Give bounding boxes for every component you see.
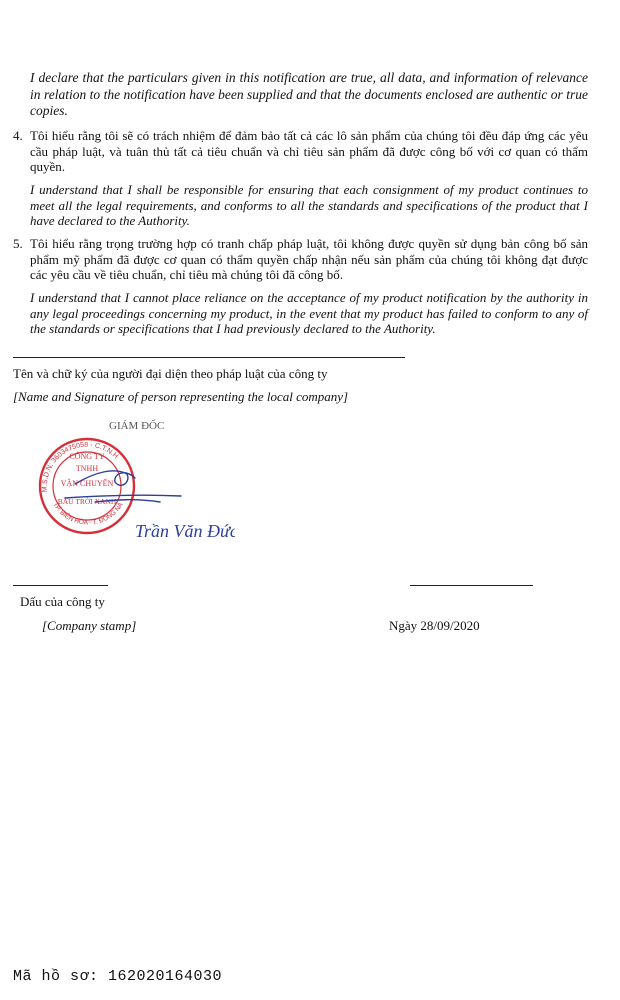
item-5-text-vi: Tôi hiểu rằng trọng trường hợp có tranh chấp pháp luật, tôi không được quyền sử dụng bản công bố sản phẩm mỹ phẩm đã được cơ quan có thẩm quyền chấp nhận nếu sản phẩm của chúng tôi không đạt được các yêu cầu về tiêu chuẩn, chỉ tiêu mà chúng tôi đã công bố.: [30, 236, 588, 282]
item-5-number: 5.: [13, 236, 23, 251]
date-text: Ngày 28/09/2020: [389, 618, 480, 633]
item-5-text-en: I understand that I cannot place reliance on the acceptance of my product notification by the authority in any legal proceedings concerning my product, in the event that my product has failed to conform to any of the standards or specifications that I had previously declared to the Authority.: [30, 290, 588, 336]
item-4-number: 4.: [13, 128, 23, 143]
item-4-text-vi: Tôi hiểu rằng tôi sẽ có trách nhiệm để đảm bảo tất cả các lô sản phẩm của chúng tôi đều đáp ứng các yêu cầu pháp luật, và tuân thủ tất cả tiêu chuẩn và chỉ tiêu sản phẩm đã được công bố với cơ quan có thẩm quyền.: [30, 128, 588, 174]
svg-text:TNHH: TNHH: [75, 464, 99, 473]
svg-text:GIÁM ĐỐC: GIÁM ĐỐC: [109, 420, 165, 432]
svg-text:M.S.D.N: 3603475058 - C.T.N.H: M.S.D.N: 3603475058 - C.T.N.H: [41, 441, 120, 493]
company-stamp-label-vi: Dấu của công ty: [20, 594, 105, 609]
date-line: [410, 585, 533, 586]
svg-text:Trần Văn Đức: Trần Văn Đức: [135, 521, 235, 541]
svg-text:CÔNG TY: CÔNG TY: [69, 452, 105, 461]
item-4-text-en: I understand that I shall be responsible for ensuring that each consignment of my product continues to meet all the legal requirements, and conforms to all the standards and specifications of the product that I have declared to the Authority.: [30, 182, 588, 228]
file-code: Mã hồ sơ: 162020164030: [13, 968, 223, 985]
signature-label-vi: Tên và chữ ký của người đại diện theo pháp luật của công ty: [13, 366, 328, 381]
signature-line: [13, 357, 405, 358]
seal-graphic: [35, 412, 235, 552]
svg-text:TP. BIÊN HÒA - T. ĐỒNG NAI: TP. BIÊN HÒA - T. ĐỒNG NA: [51, 501, 125, 527]
declaration-text-en: I declare that the particulars given in this notification are true, all data, and information of relevance in relation to the notification have been supplied and that the documents enclosed are authentic or true copies.: [30, 70, 588, 118]
company-seal-and-signature: [35, 412, 235, 552]
company-stamp-line: [13, 585, 108, 586]
company-stamp-label-en: [Company stamp]: [42, 618, 137, 633]
signature-label-en: [Name and Signature of person representing the local company]: [13, 389, 349, 404]
svg-text:VẬN CHUYỂN: VẬN CHUYỂN: [60, 479, 114, 488]
svg-text:BẦU TRỜI XANH: BẦU TRỜI XANH: [57, 497, 117, 506]
